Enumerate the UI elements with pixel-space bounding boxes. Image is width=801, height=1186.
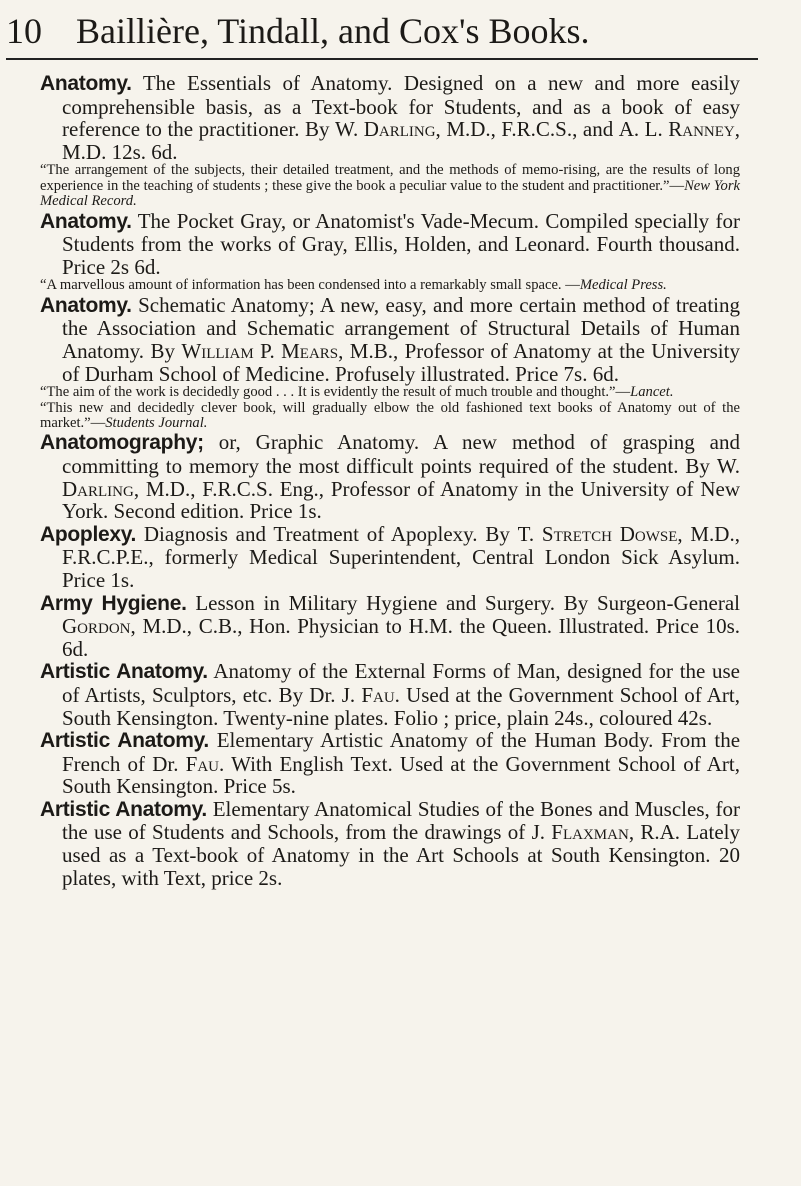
entry-text: , M.D., F.R.C.S., and [435, 117, 619, 142]
entry-author: W. Darling [62, 453, 740, 501]
entry-author: W. Darling [335, 117, 436, 142]
quote-source: New York Medical Record. [40, 177, 740, 210]
catalogue-entry [40, 294, 740, 432]
entry-headword: Anatomography; [40, 431, 204, 455]
entry-text: or, Graphic Anatomy. A new method of grasping and committing to memory the most difficult points required of the student. By [62, 430, 740, 478]
page-header [6, 2, 758, 60]
entry-headword: Artistic Anatomy. [40, 729, 209, 753]
entry-headword: Artistic Anatomy. [40, 660, 208, 684]
entry-text: , M.D., F.R.C.S. Eng., Professor of Anatomy in the University of New York. Second edition. Price 1s. [62, 476, 740, 524]
catalogue-entry [40, 431, 740, 522]
catalogue-entry [40, 72, 740, 210]
review-quote: “This new and decidedly clever book, will gradually elbow the old fashioned text books of Anatomy out of the market.”—Students Journal. [40, 399, 740, 431]
entry-text: , M.B., Professor of Anatomy at the University of Durham School of Medicine. Profusely illustrated. Price 7s. 6d. [62, 338, 740, 386]
review-quote: “The aim of the work is decidedly good . . . It is evidently the result of much trouble and thought.”—Lancet. [40, 384, 674, 401]
entry-author: Gordon [62, 614, 131, 639]
entry-headword: Apoplexy. [40, 522, 137, 546]
running-title: Baillière, Tindall, and Cox's Books. [76, 11, 590, 51]
entry-text: Anatomy of the External Forms of Man, designed for the use of Artists, Sculptors, etc. By Dr. J. [62, 659, 741, 707]
entry-text: , M.D., F.R.C.P.E., formerly Medical Superintendent, Central London Sick Asylum. Price 1s. [62, 521, 740, 592]
catalogue-entry [40, 592, 740, 661]
entry-text: Lesson in Military Hygiene and Surgery. By Surgeon-General [195, 590, 741, 615]
entry-text: Schematic Anatomy; A new, easy, and more certain method of treating the Association and Schematic arrangement of Structural Details of Human Anatomy. By [62, 292, 741, 363]
entry-author: Flaxman [551, 820, 629, 845]
entry-author: T. Stretch Dowse [517, 521, 678, 546]
entry-text: , M.D. 12s. 6d. [62, 117, 740, 164]
entry-text: . Used at the Government School of Art, South Kensington. Twenty-nine plates. Folio ; price, plain 24s., coloured 42s. [62, 682, 740, 730]
entry-headword: Army Hygiene. [40, 591, 187, 615]
entry-text: The Pocket Gray, or Anatomist's Vade-Mecum. Compiled specially for Students from the works of Gray, Ellis, Holden, and Leonard. Fourth thousand. Price 2s 6d. [62, 208, 740, 279]
review-quote: “A marvellous amount of information has been condensed into a remarkably small space. —Medical Press. [40, 277, 667, 294]
catalogue-entry [40, 523, 740, 592]
catalogue-entry [40, 798, 740, 889]
catalogue-entry [40, 210, 740, 294]
entry-headword: Anatomy. [40, 293, 132, 317]
entry-author: Fau [361, 682, 395, 707]
entry-text: , M.D., C.B., Hon. Physician to H.M. the Queen. Illustrated. Price 10s. 6d. [62, 614, 740, 661]
entry-text: The Essentials of Anatomy. Designed on a new and more easily comprehensible basis, as a Text-book for Students, and as a book of easy reference to the practitioner. By [62, 71, 740, 142]
entry-author: Fau [185, 751, 220, 776]
entry-text: Elementary Anatomical Studies of the Bones and Muscles, for the use of Students and Schools, from the drawings of J. [62, 796, 741, 845]
entry-author: William P. Mears [181, 338, 339, 363]
quote-source: Lancet. [630, 384, 674, 401]
quote-source: Medical Press. [579, 277, 667, 294]
catalogue-entry [40, 729, 740, 798]
entry-text: . With English Text. Used at the Government School of Art, South Kensington. Price 5s. [62, 751, 740, 799]
entry-text: Elementary Artistic Anatomy of the Human Body. From the French of Dr. [62, 728, 741, 776]
entry-text: Diagnosis and Treatment of Apoplexy. By [143, 521, 518, 546]
entry-headword: Anatomy. [40, 72, 132, 95]
page-number: 10 [6, 11, 42, 51]
catalogue-entry [40, 660, 740, 729]
entry-author: A. L. Ranney [618, 117, 735, 142]
entry-headword: Anatomy. [40, 209, 132, 233]
entry-text: , R.A. Lately used as a Text-book of Anatomy in the Art Schools at South Kensington. 20 plates, with Text, price 2s. [62, 820, 740, 890]
entry-headword: Artistic Anatomy. [40, 797, 207, 821]
catalogue-entries [40, 72, 740, 889]
review-quote: “The arrangement of the subjects, their detailed treatment, and the methods of memo-rising, are the results of long experience in the teaching of students ; these give the book a peculiar value to the student and practitioner.”—New York Medical Record. [40, 162, 740, 210]
quote-source: Students Journal. [105, 414, 208, 431]
